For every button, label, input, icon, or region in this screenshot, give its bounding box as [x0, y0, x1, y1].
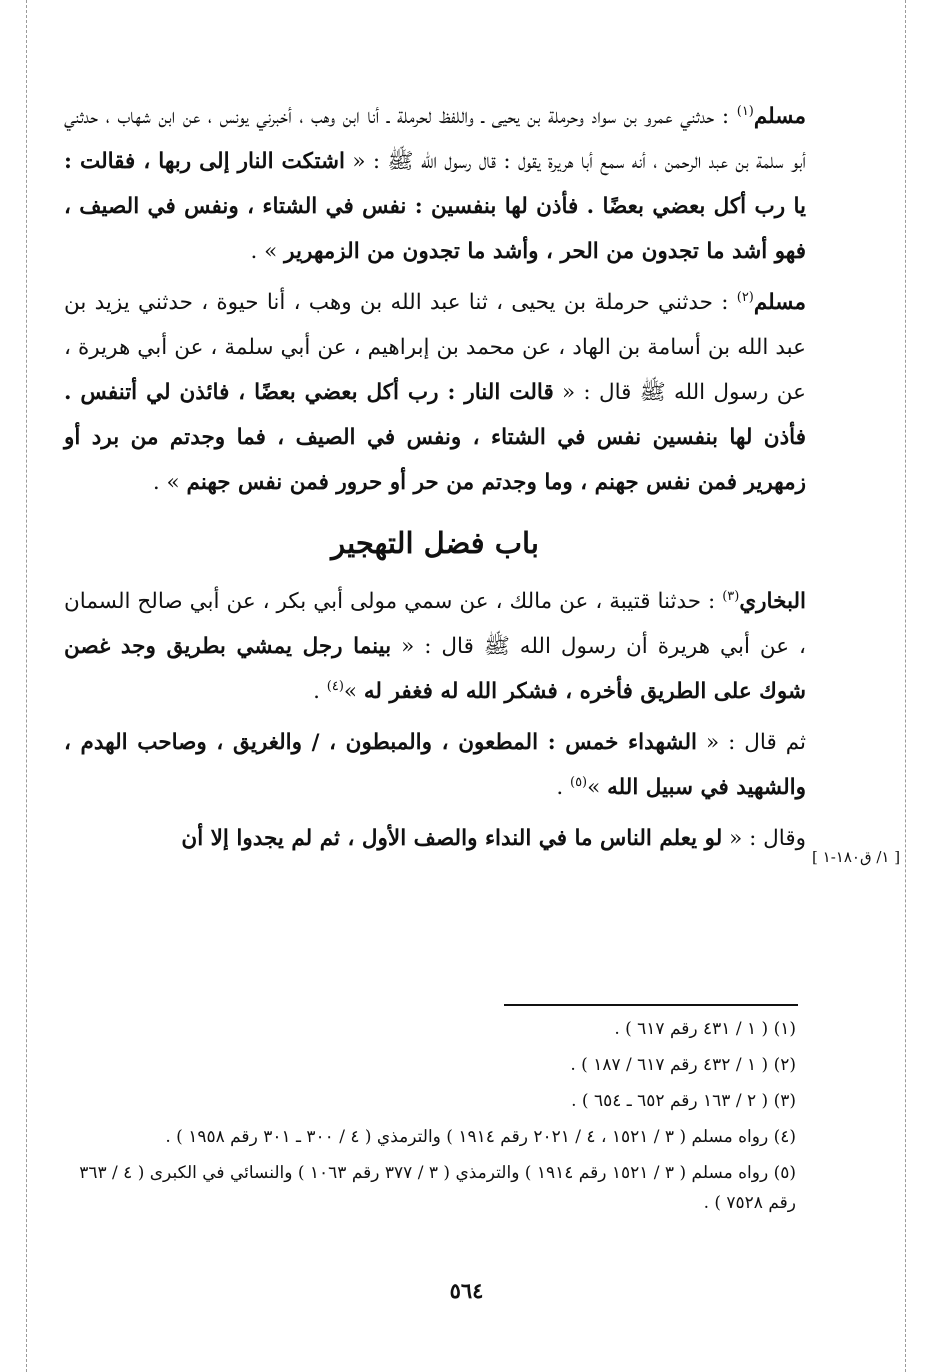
closing-mark: » [587, 775, 608, 800]
footnotes [60, 1014, 796, 1224]
footnote-4: (٤) رواه مسلم ( ٣ / ١٥٢١ ، ٤ / ٢٠٢١ رقم ١٩١٤ ) والترمذي ( ٤ / ٣٠٠ ـ ٣٠١ رقم ١٩٥٨ ) . [165, 1127, 796, 1147]
hadith-text: اشتكت النار إلى ربها ، فقالت : يا رب أكل بعضي بعضًا . فأذن لها بنفسين : نفس في الشتاء ، ونفس في الصيف ، فهو أشد ما تجدون من الحر ، وأشد ما تجدون من الزمهرير [64, 149, 806, 264]
isnad-text: : حدثنا قتيبة ، عن مالك ، عن سمي مولى أبي بكر ، عن أبي صالح السمان ، عن أبي هريرة أن رسول الله ﷺ قال : « [64, 589, 806, 659]
margin-guide-right [905, 0, 906, 1372]
source-name: البخاري [739, 589, 806, 614]
footnote-2: (٢) ( ١ / ٤٣٢ رقم ٦١٧ / ١٨٧ ) . [570, 1055, 796, 1075]
closing-punct: . [313, 679, 327, 704]
hadith-text: بينما رجل يمشي بطريق وجد غصن شوك على الطريق فأخره ، فشكر الله له فغفر له [64, 634, 806, 704]
hadith-paragraph-2 [64, 280, 806, 505]
source-name: مسلم [753, 104, 806, 129]
closing-mark: » . [250, 239, 285, 264]
isnad-text: ثم قال : « [696, 730, 806, 755]
hadith-text: قالت النار : رب أكل بعضي بعضًا ، فائذن لي أتنفس . فأذن لها بنفسين نفس في الشتاء ، ونفس في الصيف ، فما وجدتم من برد أو زمهرير فمن نفس جهنم ، وما وجدتم من حر أو حرور فمن نفس جهنم [64, 380, 806, 495]
manuscript-folio-ref: [ ١/ ق١٨٠-١ ] [812, 848, 901, 866]
footnote-ref: (٤) [326, 678, 344, 694]
closing-mark: » . [152, 470, 187, 495]
footnote-1: (١) ( ١ / ٤٣١ رقم ٦١٧ ) . [614, 1019, 796, 1039]
closing-punct: . [556, 775, 570, 800]
footnote-5: (٥) رواه مسلم ( ٣ / ١٥٢١ رقم ١٩١٤ ) والترمذي ( ٣ / ٣٧٧ رقم ١٠٦٣ ) والنسائي في الكبرى ( ٤ / ٣٦٣ رقم ٧٥٢٨ ) . [79, 1163, 796, 1213]
footnote-ref: (٥) [569, 774, 588, 790]
footnote-separator [504, 1004, 798, 1006]
hadith-paragraph-5 [64, 816, 806, 861]
page-number: ٥٦٤ [449, 1278, 484, 1303]
footnote-3: (٣) ( ٢ / ١٦٣ رقم ٦٥٢ ـ ٦٥٤ ) . [571, 1091, 796, 1111]
footnote-ref: (٣) [722, 588, 740, 604]
closing-mark: » [343, 679, 364, 704]
hadith-text: الشهداء خمس : المطعون ، والمبطون ، / والغريق ، وصاحب الهدم ، والشهيد في سبيل الله [64, 730, 806, 800]
hadith-paragraph-1 [64, 94, 806, 274]
hadith-paragraph-3 [64, 579, 806, 714]
source-name: مسلم [753, 290, 806, 315]
chapter-heading: باب فضل التهجير [331, 526, 539, 560]
isnad-text: وقال : « [722, 826, 806, 851]
isnad-text: : حدثني عمرو بن سواد وحرملة بن يحيى ـ واللفظ لحرملة ـ أنا ابن وهب ، أخبرني يونس ، عن ابن شهاب ، حدثني أبو سلمة بن عبد الرحمن ، أنه سمع أبا هريرة يقول : قال رسول الله ﷺ : « [64, 104, 806, 174]
hadith-text: لو يعلم الناس ما في النداء والصف الأول ، ثم لم يجدوا إلا أن [181, 826, 723, 851]
page-body [64, 94, 806, 867]
footnote-ref: (٢) [736, 289, 754, 305]
isnad-text: : حدثني حرملة بن يحيى ، ثنا عبد الله بن وهب ، أنا حيوة ، حدثني يزيد بن عبد الله بن أسامة بن الهاد ، عن محمد بن إبراهيم ، عن أبي سلمة ، عن أبي هريرة ، عن رسول الله ﷺ قال : « [64, 290, 806, 405]
margin-guide-left [26, 0, 27, 1372]
footnote-ref: (١) [736, 103, 754, 119]
hadith-paragraph-4 [64, 720, 806, 810]
